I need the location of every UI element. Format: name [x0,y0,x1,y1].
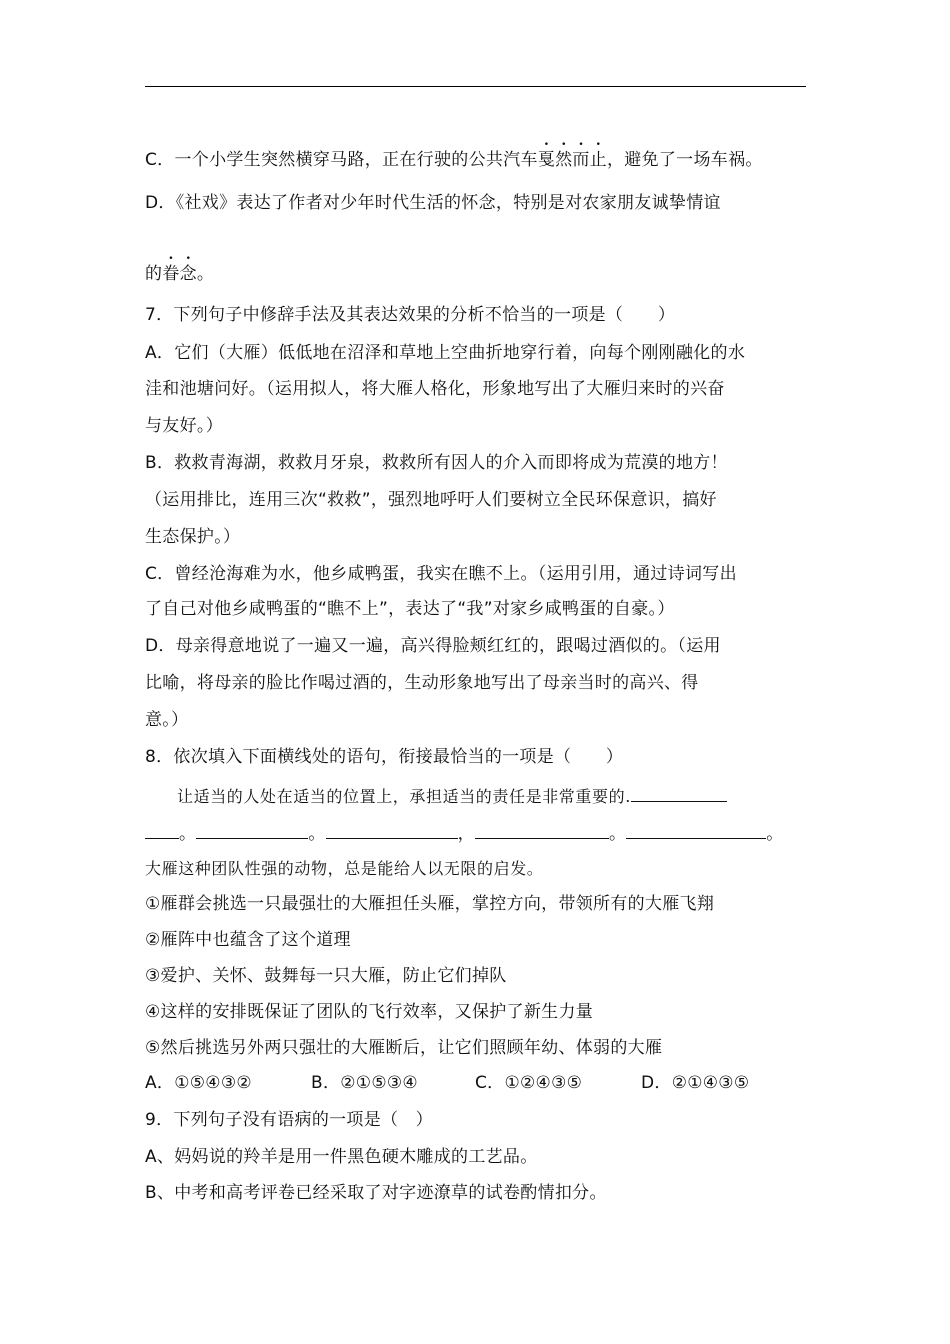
q7-stem: 7．下列句子中修辞手法及其表达效果的分析不恰当的一项是（ ） [145,305,676,325]
q7-line: 与友好。） [145,416,223,436]
fill-blank [145,822,179,839]
q8-item: ④这样的安排既保证了团队的飞行效率，又保护了新生力量 [145,1002,594,1022]
q8-option-d: D．②①④③⑤ [641,1073,750,1093]
q7-line: 了自己对他乡咸鸭蛋的“瞧不上”，表达了“我”对家乡咸鸭蛋的自豪。） [145,599,675,619]
q8-option-b: B．②①⑤③④ [311,1073,418,1093]
q8-options [145,1072,749,1094]
q7-line: B．救救青海湖，救救月牙泉，救救所有因人的介入而即将成为荒漠的地方！ [145,453,728,473]
q9-option-a: A、妈妈说的羚羊是用一件黑色硬木雕成的工艺品。 [145,1147,538,1167]
header-rule [145,86,806,87]
q7-line: D．母亲得意地说了一遍又一遍，高兴得脸颊红红的，跟喝过酒似的。（运用 [145,636,721,656]
q8-passage-end: 大雁这种团队性强的动物，总是能给人以无限的启发。 [145,859,544,878]
q8-stem: 8．依次填入下面横线处的语句，衔接最恰当的一项是（ ） [145,747,624,767]
fill-blank [326,822,458,839]
q6-option-c: C．一个小学生突然横穿马路，正在行驶的公共汽车戛然而止，避免了一场车祸。 [145,150,763,170]
q7-line: C．曾经沧海难为水，他乡咸鸭蛋，我实在瞧不上。（运用引用，通过诗词写出 [145,564,737,584]
q8-item: ①雁群会挑选一只最强壮的大雁担任头雁，掌控方向，带领所有的大雁飞翔 [145,894,715,914]
fill-blank [196,822,308,839]
q7-line: 洼和池塘问好。（运用拟人，将大雁人格化，形象地写出了大雁归来时的兴奋 [145,379,725,399]
q6-option-d-cont: 的眷念。 [145,264,215,284]
q9-option-b: B、中考和高考评卷已经采取了对字迹潦草的试卷酌情扣分。 [145,1183,607,1203]
q7-line: 意。） [145,710,189,730]
q7-line: A．它们（大雁）低低地在沼泽和草地上空曲折地穿行着，向每个刚刚融化的水 [145,343,746,363]
q8-option-c: C．①②④③⑤ [475,1073,583,1093]
fill-blank [475,822,609,839]
fill-blank [631,785,727,802]
q8-item: ③爱护、关怀、鼓舞每一只大雁，防止它们掉队 [145,966,507,986]
q9-stem: 9．下列句子没有语病的一项是（ ） [145,1110,433,1130]
emphasis-dots-word: 眷念 [162,264,197,284]
q7-line: （运用排比，连用三次“救救”，强烈地呼吁人们要树立全民环保意识，搞好 [145,490,717,510]
q7-line: 比喻，将母亲的脸比作喝过酒的，生动形象地写出了母亲当时的高兴、得 [145,673,699,693]
emphasis-dots-word: 戛然而止 [537,150,607,170]
q7-line: 生态保护。） [145,527,241,547]
q8-item: ②雁阵中也蕴含了这个道理 [145,930,351,950]
q8-option-a: A．①⑤④③② [145,1073,252,1093]
fill-blank [626,822,766,839]
q8-passage-start: 让适当的人处在适当的位置上，承担适当的责任是非常重要的. [177,785,727,808]
q8-item: ⑤然后挑选另外两只强壮的大雁断后，让它们照顾年幼、体弱的大雁 [145,1038,663,1058]
q8-blanks-line: 。 。 ， 。 。 [145,822,784,845]
q6-option-d: D．《社戏》表达了作者对少年时代生活的怀念，特别是对农家朋友诚挚情谊 [145,193,721,213]
